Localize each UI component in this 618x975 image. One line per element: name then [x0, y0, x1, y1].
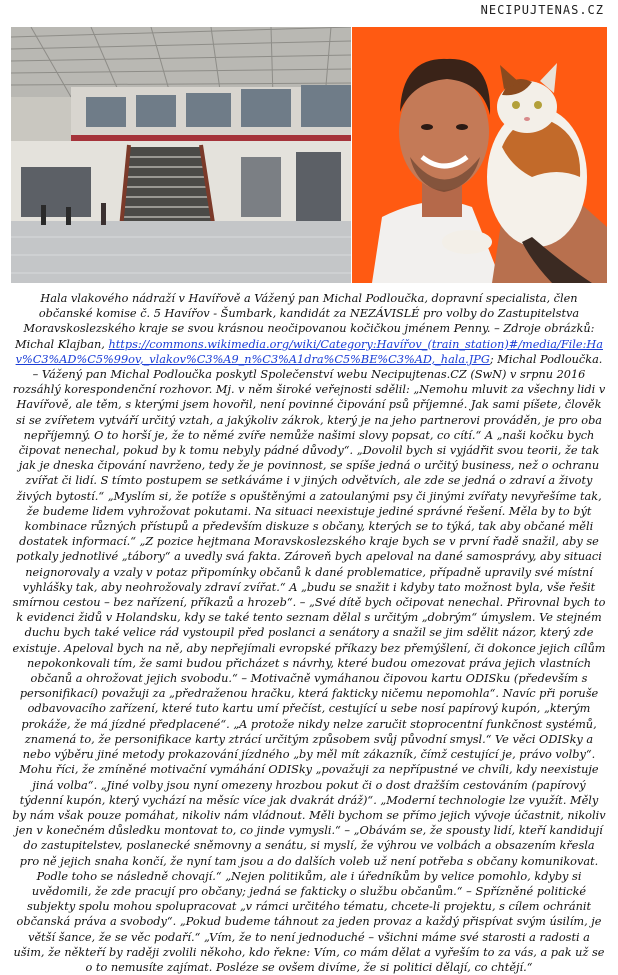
caption-intro: Hala vlakového nádraží v Havířově a Vážený pan Michal Podloučka, dopravní specialista, člen občanské komise č. 5 Havířov - Šumbark, kandidát za NEZÁVISLÉ pro volby do Zastupitelstva Moravskoslezského kraje se svou krásnou neočipovanou kočičkou jménem Penny. – Zdroje obrázků: Michal Klajban,	[15, 292, 595, 351]
image-source-link[interactable]: https://commons.wikimedia.org/wiki/Category:Havířov_(train_station)#/media/File:Hav%C3%AD%C5%99ov,_vlakov%C3%A9_n%C3%A1dra%C5%BE%C3%AD,_hala.JPG	[15, 337, 603, 366]
portrait-with-cat-photo	[352, 27, 607, 283]
photo-caption	[12, 291, 606, 975]
station-hall-photo	[11, 27, 351, 283]
site-name: NECIPUJTENAS.CZ	[480, 3, 604, 17]
caption-text	[12, 291, 606, 975]
caption-body: ; Michal Podloučka. – Vážený pan Michal Podloučka poskytl Společenství webu Necipujtenas.CZ (SwN) v srpnu 2016 rozsáhlý korespondenční rozhovor. Mj. v něm široké veřejnosti sdělil: „Nemohu mluvit za všechny lidi v Havířově, ale těm, s kterými jsem hovořil, není povinné čipování psů příjemné. Jak sami píšete, člověk si se zvířetem vytváří určitý vztah, a jakýkoliv zákrok, který je na jeho partnerovi prováděn, je pro oba nepříjemný. O to horší je, že to němé zvíře nemůže našimi slovy popsat, co cítí.“ A „naši kočku bych čipovat nenechal, pokud by k tomu nebyly pádné důvody“. „Dovolil bych si vyjádřit svou teorii, že tak jak je dneska čipování navrženo, tedy že je povinnost, se spíše jedná o určitý business, než o ochranu zvířat či lidí. S tímto postupem se setkáváme i v jiných odvětvích, ale zde se jedná o zdraví a životy živých bytostí.“ „Myslím si, že potíže s opuštěnými a zatoulanými psy či jinými zvířaty nevyřešíme tak, že budeme lidem vyhrožovat pokutami. Na situaci neexistuje jediné správné řešení. Měla by to být kombinace různých přístupů a především diskuze s občany, kterých se to týká, tak aby občané měli dostatek informací.“ „Z pozice hejtmana Moravskoslezského kraje bych se v první řadě snažil, aby se potkaly jednotlivé „tábory“ a uvedly svá fakta. Zároveň bych apeloval na dané samosprávy, aby situaci neignorovaly a vzaly v potaz připomínky občanů k dané problematice, případně upravily své místní vyhlášky tak, aby neohrožovaly zdraví zvířat.“ A „budu se snažit i kdyby tato možnost byla, vše řešit smírnou cestou – bez nařízení, příkazů a hrozeb“. – „Své dítě bych očipovat nenechal. Přirovnal bych to k evidenci židů v Holandsku, kdy se také tento seznam dělal s určitým „dobrým“ úmyslem. Ve stejném duchu bych také velice rád vystoupil před poslanci a senátory a snažil se jim sdělit názor, který zde existuje. Apeloval bych na ně, aby nepřejímali evropské příkazy bez přemýšlení, či dokonce jejich cílům nepokonkovali tím, že sami budou přicházet s návrhy, které budou omezovat práva jejich vlastních občanů a ohrožovat jejich svobodu.“ – Motivačně vymáhanou čipovou kartu ODISku (především s personifikací) považuji za „předraženou hračku, která fakticky ničemu nepomohla“. Navíc při poruše odbavovacího zařízení, které tuto kartu umí přečíst, cestující u sebe nosí papírový kupón, „kterým prokáže, že má jízdné předplacené“. „A protože nikdy nelze zaručit stoprocentní funkčnost systémů, znamená to, že personifikace karty ztrácí určitým způsobem svůj původní smysl.“ Ve věci ODISky a nebo výběru jiné metody prokazování jízdného „by měl mít zákazník, čímž cestující je, právo volby“. Mohu říci, že zmíněné motivační vymáhání ODISky „považuji za nepřípustné ve chvíli, kdy neexistuje jiná volba“. „Jiné volby jsou nyní omezeny hrozbou pokut či o dost dražším cestováním (papírový týdenní kupón, který vychází na měsíc více jak dvakrát dráž)“. „Moderní technologie lze využít. Měly by nám však pouze pomáhat, nikoliv nám vládnout. Měli bychom se přímo jejich vývoje účastnit, nikoliv jen v konečném důsledku montovat to, co jinde vymysli.“ – „Obávám se, že spousty lidí, kteří kandidují do zastupitelstev, poslanecké sněmovny a senátu, si myslí, že výhrou ve volbách a obsazením křesla pro ně jejich snaha končí, že nyní tam jsou a do dalších voleb už není potřeba s občany komunikovat. Podle toho se následně chovají.“ „Nejen politikům, ale i úředníkům by velice pomohlo, kdyby si uvědomili, že zde pracují pro občany; jedná se fakticky o službu občanům.“ – Spřízněné politické subjekty spolu mohou spolupracovat „v rámci určitého tématu, chcete-li projektu, s cílem ochránit občanská práva a svobody“. „Pokud budeme táhnout za jeden provaz a každý přispívat svým úsilím, je větší šance, že se věc podaří.“ „Vím, že to není jednoduché – všichni máme své starosti a radosti a ušim, že někteří by raději zvolili někoho, kdo řekne: Vím, co mám dělat a vyřeším to za vás, a pak už se o to nemusíte zajímat. Posléze se ovšem divíme, že si politici dělají, co chtějí.“	[12, 352, 606, 974]
photo-row	[11, 27, 607, 283]
